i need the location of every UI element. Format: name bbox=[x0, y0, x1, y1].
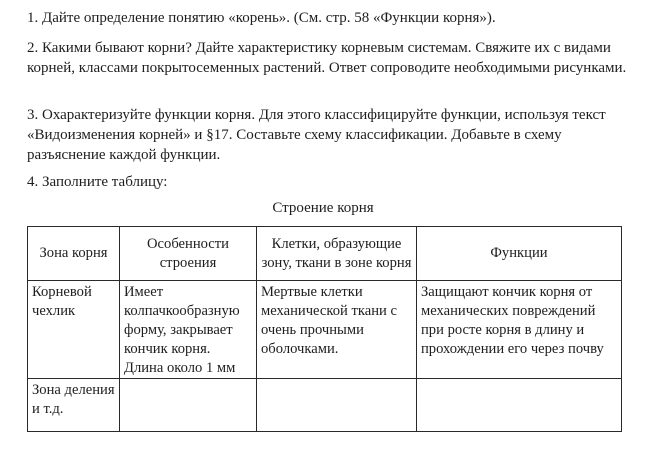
cell-cells-tissues: Мертвые клетки механической ткани с очень прочными оболочками. bbox=[257, 281, 417, 379]
cell-structure: Имеет колпачкообразную форму, закрывает кончик корня. Длина около 1 мм bbox=[120, 281, 257, 379]
task-3: 3. Охарактеризуйте функции корня. Для этого классифицируйте функции, используя текст «Видоизменения корней» и §17. Составьте схему классификации. Добавьте в схему разъяснение каждой функции. bbox=[27, 107, 606, 163]
cell-zone: Корневой чехлик bbox=[28, 281, 120, 379]
task-4: 4. Заполните таблицу: bbox=[27, 174, 168, 190]
table-header-row bbox=[28, 227, 622, 281]
cell-cells-tissues bbox=[257, 379, 417, 432]
table-row bbox=[28, 281, 622, 379]
task-1: 1. Дайте определение понятию «корень». (См. стр. 58 «Функции корня»). bbox=[27, 10, 496, 26]
header-structure-features: Особенности строения bbox=[120, 227, 257, 281]
header-root-zone: Зона корня bbox=[28, 227, 120, 281]
header-cells-tissues: Клетки, образующие зону, ткани в зоне корня bbox=[257, 227, 417, 281]
header-functions: Функции bbox=[417, 227, 622, 281]
cell-functions bbox=[417, 379, 622, 432]
table-caption: Строение корня bbox=[272, 200, 374, 216]
root-structure-table bbox=[27, 226, 622, 432]
cell-structure bbox=[120, 379, 257, 432]
cell-functions: Защищают кончик корня от механических повреждений при росте корня в длину и прохождении его через почву bbox=[417, 281, 622, 379]
table-row bbox=[28, 379, 622, 432]
cell-zone: Зона деления и т.д. bbox=[28, 379, 120, 432]
task-2: 2. Какими бывают корни? Дайте характеристику корневым системам. Свяжите их с видами корней, классами покрытосеменных растений. Ответ сопроводите необходимыми рисунками. bbox=[27, 40, 627, 76]
